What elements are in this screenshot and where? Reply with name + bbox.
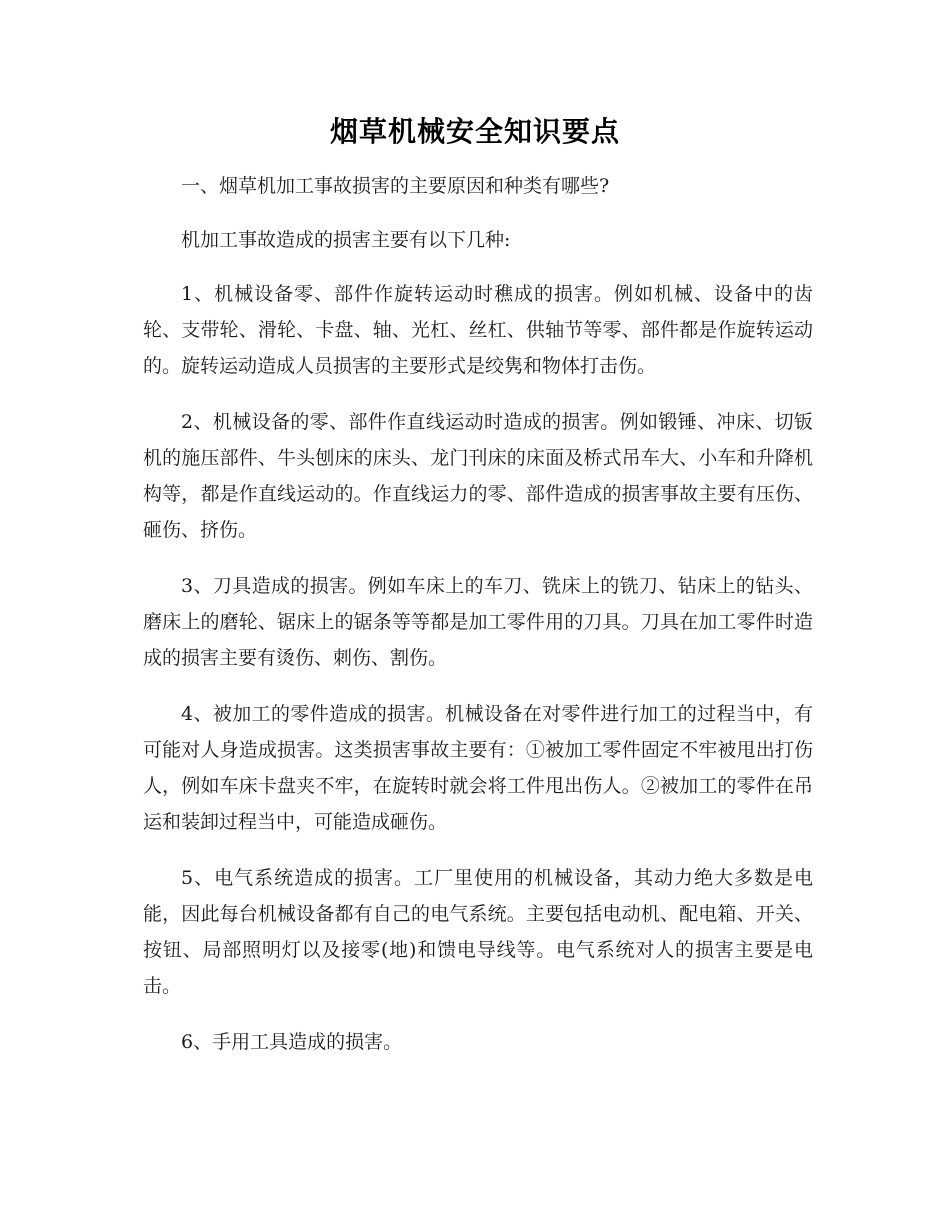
intro-paragraph: 机加工事故造成的损害主要有以下几种: [181, 229, 511, 251]
paragraph-electrical-system: 5、电气系统造成的损害。工厂里使用的机械设备，其动力绝大多数是电能，因此每台机械设备都有自己的电气系统。主要包括电动机、配电箱、开关、按钮、局部照明灯以及接零(地)和馈电导线等。电气系统对人的损害主要是电击。 [143, 867, 813, 997]
paragraph-rotating-parts: 1、机械设备零、部件作旋转运动时穛成的损害。例如机械、设备中的齿轮、支带轮、滑轮、卡盘、轴、光杠、丝杠、供轴节等零、部件都是作旋转运动的。旋转运动造成人员损害的主要形式是绞隽和物体打击伤。 [143, 283, 813, 377]
paragraph-workpieces: 4、被加工的零件造成的损害。机械设备在对零件进行加工的过程当中，有可能对人身造成损害。这类损害事故主要有：①被加工零件固定不牢被甩出打伤人，例如车床卡盘夹不牢，在旋转时就会将工件甩出伤人。②被加工的零件在吊运和装卸过程当中，可能造成砸伤。 [143, 703, 813, 833]
question-heading: 一、烟草机加工事故损害的主要原因和种类有哪些? [181, 175, 610, 197]
paragraph-hand-tools: 6、手用工具造成的损害。 [181, 1031, 403, 1053]
paragraph-linear-motion: 2、机械设备的零、部件作直线运动时造成的损害。例如锻锤、冲床、切钣机的施压部件、牛头刨床的床头、龙门刊床的床面及桥式吊车大、小车和升降机构等，都是作直线运动的。作直线运力的零、部件造成的损害事故主要有压伤、砸伤、挤伤。 [143, 411, 813, 541]
document-body [143, 168, 813, 1080]
document-title: 烟草机械安全知识要点 [329, 115, 620, 148]
paragraph-cutting-tools: 3、刀具造成的损害。例如车床上的车刀、铣床上的铣刀、钻床上的钻头、磨床上的磨轮、锯床上的锯条等等都是加工零件用的刀具。刀具在加工零件时造成的损害主要有烫伤、刺伤、割伤。 [143, 575, 813, 669]
